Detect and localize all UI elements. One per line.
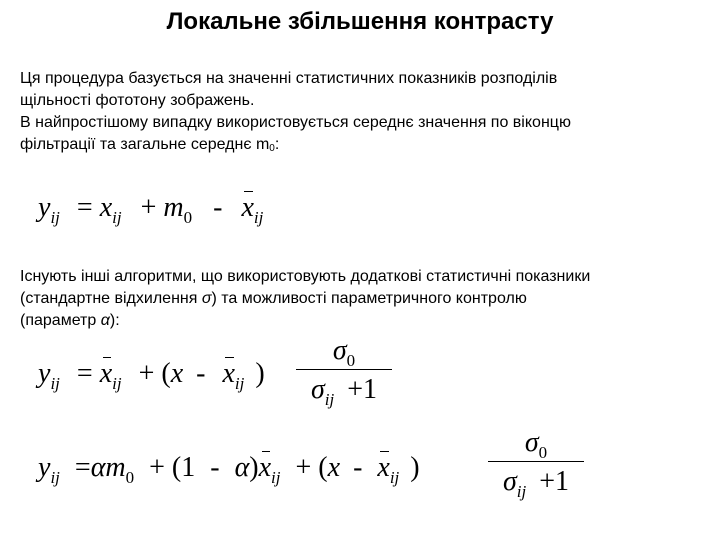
- f2-xbar-2-sub: ij: [234, 374, 245, 393]
- f2-num-sigma: σ: [332, 335, 347, 366]
- f3-one: 1: [181, 452, 196, 483]
- f3-rparen: ): [249, 452, 259, 483]
- f3-denominator: [488, 465, 584, 499]
- f1-xbar-sub: ij: [253, 208, 264, 227]
- f3-num-sigma: σ: [524, 427, 539, 458]
- f2-den-sub: ij: [324, 390, 335, 409]
- f2-plus: +: [138, 358, 155, 389]
- f3-numerator: [488, 426, 584, 460]
- f3-y-sub: ij: [50, 468, 60, 487]
- f2-xbar: x: [99, 358, 113, 389]
- f1-m-sub: 0: [183, 208, 193, 227]
- intro-line-2: щільності фототону зображень.: [20, 92, 255, 109]
- f3-m-sub: 0: [125, 468, 135, 487]
- f1-minus: -: [213, 192, 223, 223]
- f3-alpha: α: [90, 452, 106, 483]
- formula-1: [38, 192, 264, 227]
- f3-m: m: [105, 452, 126, 483]
- f3-plus-2: +: [295, 452, 312, 483]
- f2-y: y: [38, 358, 51, 389]
- intro-line-4-text: фільтрації та загальне середнє m: [20, 136, 270, 153]
- f3-den-sigma: σ: [502, 466, 517, 497]
- f1-x-sub: ij: [112, 208, 122, 227]
- f2-den-sigma: σ: [310, 374, 325, 405]
- f3-lparen-2: (: [318, 452, 328, 483]
- intro-paragraph: [20, 68, 700, 160]
- f2-den-one: 1: [363, 374, 378, 405]
- sigma-symbol: σ: [201, 290, 212, 307]
- f1-y: y: [38, 192, 51, 223]
- f3-plus: +: [149, 452, 165, 483]
- formula-3: [38, 452, 420, 487]
- f3-minus-2: -: [353, 452, 363, 483]
- f2-num-sub: 0: [346, 351, 356, 370]
- intro-line-4-subscript: 0: [269, 143, 275, 154]
- f1-y-sub: ij: [50, 208, 60, 227]
- f3-fraction: [488, 426, 584, 499]
- f3-y: y: [38, 452, 51, 483]
- f2-den-plus: +: [347, 374, 364, 405]
- second-line-2: [20, 288, 700, 310]
- f1-x: x: [99, 192, 113, 223]
- f2-fraction-bar: [296, 369, 392, 370]
- f3-den-plus: +: [539, 466, 556, 497]
- f3-rparen-2: ): [410, 452, 420, 483]
- second-line-3b: ):: [109, 312, 120, 329]
- f2-x: x: [170, 358, 184, 389]
- intro-line-1: Ця процедура базується на значенні статистичних показників розподілів: [20, 70, 558, 87]
- f2-y-sub: ij: [50, 374, 60, 393]
- intro-line-4: [20, 134, 700, 160]
- f2-denominator: [296, 373, 392, 407]
- f3-den-sub: ij: [516, 482, 527, 501]
- f1-equals: =: [76, 192, 93, 223]
- page-title: Локальне збільшення контрасту: [166, 8, 554, 35]
- f1-xbar: x: [241, 192, 254, 223]
- f1-m: m: [163, 192, 184, 223]
- f2-fraction: [296, 334, 392, 407]
- f3-den-one: 1: [555, 466, 570, 497]
- f3-lparen: (: [171, 452, 182, 483]
- f2-xbar-sub: ij: [112, 374, 122, 393]
- second-line-3a: (параметр: [20, 312, 101, 329]
- intro-line-3: В найпростішому випадку використовується середнє значення по віконцю: [20, 114, 571, 131]
- f3-xbar-2: x: [377, 452, 390, 483]
- f3-equals: =: [74, 452, 91, 483]
- f2-xbar-2: x: [222, 358, 235, 389]
- intro-line-4-end: :: [274, 136, 280, 153]
- second-line-3: [20, 310, 700, 332]
- f3-xbar: x: [258, 452, 272, 483]
- f3-fraction-bar: [488, 461, 584, 462]
- f2-numerator: [296, 334, 392, 368]
- f2-minus: -: [196, 358, 206, 389]
- second-line-2b: ) та можливості параметричного контролю: [211, 290, 527, 307]
- f3-minus: -: [210, 452, 220, 483]
- second-paragraph: [20, 266, 700, 332]
- f3-xbar-2-sub: ij: [389, 468, 400, 487]
- f2-lparen: (: [161, 358, 171, 389]
- f2-rparen: ): [255, 358, 265, 389]
- f3-xbar-sub: ij: [271, 468, 281, 487]
- f2-equals: =: [76, 358, 93, 389]
- f3-alpha-2: α: [234, 452, 250, 483]
- second-line-1: Існують інші алгоритми, що використовують додаткові статистичні показники: [20, 268, 591, 285]
- f1-plus: +: [140, 192, 157, 223]
- formula-2: [38, 358, 265, 393]
- second-line-2a: (стандартне відхилення: [20, 290, 202, 307]
- f3-num-sub: 0: [538, 443, 548, 462]
- f3-x: x: [327, 452, 341, 483]
- alpha-symbol: α: [100, 312, 110, 329]
